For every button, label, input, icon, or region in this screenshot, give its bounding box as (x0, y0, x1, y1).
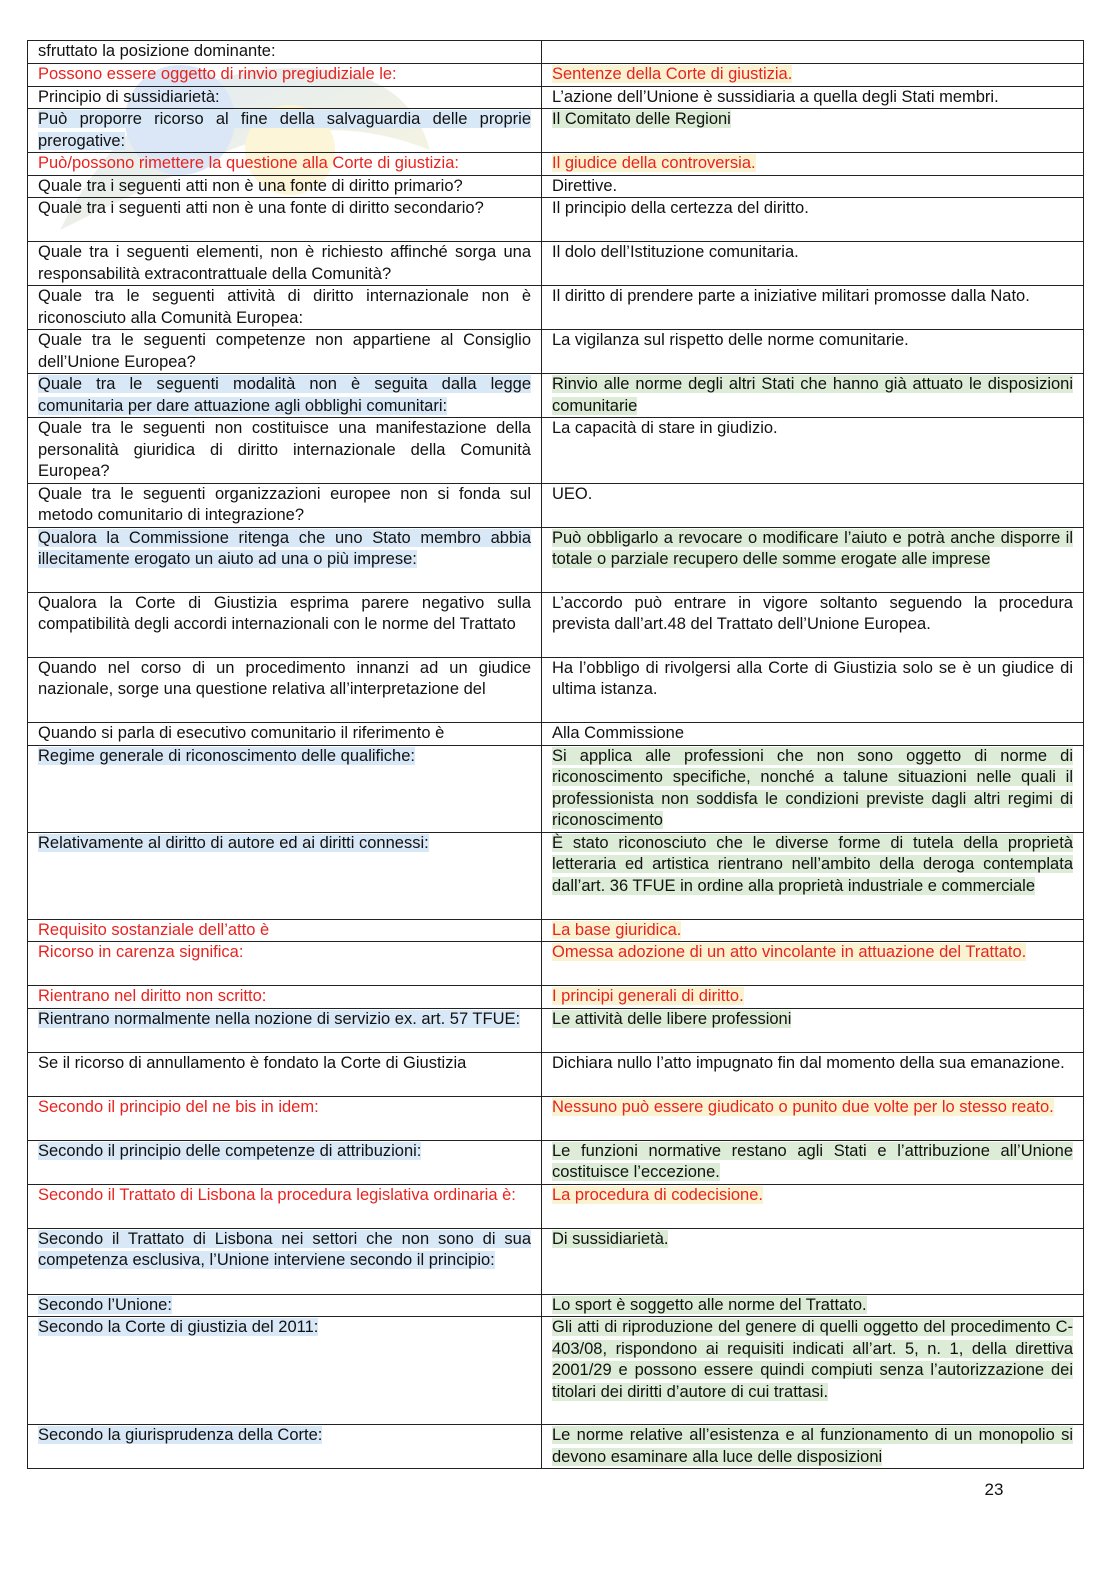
question-cell (28, 1096, 542, 1140)
table-row (28, 483, 1084, 527)
question-cell (28, 109, 542, 153)
table-row (28, 1052, 1084, 1096)
answer-cell (542, 330, 1084, 374)
table-row (28, 919, 1084, 942)
table-row (28, 832, 1084, 919)
answer-text: Il diritto di prendere parte a iniziative militari promosse dalla Nato. (552, 287, 1030, 305)
question-text: Quando si parla di esecutivo comunitario il riferimento è (38, 723, 445, 742)
question-cell (28, 919, 542, 942)
qa-table-body (28, 41, 1084, 1469)
answer-cell (542, 1294, 1084, 1317)
table-row (28, 86, 1084, 109)
question-text: Possono essere oggetto di rinvio pregiudiziale le: (38, 65, 397, 83)
question-cell (28, 418, 542, 484)
answer-cell (542, 986, 1084, 1009)
question-text: Secondo il Trattato di Lisbona nei settori che non sono di sua competenza esclusiva, l’Unione interviene secondo il principio: (38, 1229, 531, 1269)
answer-text: Dichiara nullo l’atto impugnato fin dal momento della sua emanazione. (552, 1053, 1065, 1072)
table-row (28, 242, 1084, 286)
table-row (28, 109, 1084, 153)
answer-text: Nessuno può essere giudicato o punito due volte per lo stesso reato. (552, 1097, 1054, 1116)
answer-text: Le norme relative all’esistenza e al funzionamento di un monopolio si devono esaminare alla luce delle disposizioni (552, 1426, 1073, 1466)
table-row (28, 1008, 1084, 1052)
question-cell (28, 1228, 542, 1294)
answer-text: La capacità di stare in giudizio. (552, 419, 778, 437)
question-cell (28, 1317, 542, 1425)
table-row (28, 1140, 1084, 1184)
question-cell (28, 745, 542, 832)
answer-cell (542, 745, 1084, 832)
answer-cell (542, 418, 1084, 484)
answer-cell (542, 1228, 1084, 1294)
question-text: Requisito sostanziale dell’atto è (38, 920, 270, 939)
answer-cell (542, 198, 1084, 242)
question-text: Quale tra i seguenti elementi, non è richiesto affinché sorga una responsabilità extracontrattuale della Comunità? (38, 243, 531, 283)
answer-cell (542, 286, 1084, 330)
question-cell (28, 942, 542, 986)
table-row (28, 1317, 1084, 1425)
question-text: Secondo la Corte di giustizia del 2011: (38, 1318, 319, 1336)
table-row (28, 64, 1084, 87)
answer-text: La base giuridica. (552, 920, 682, 939)
question-text: Può/possono rimettere la questione alla Corte di giustizia: (38, 154, 459, 172)
answer-text: Omessa adozione di un atto vincolante in attuazione del Trattato. (552, 943, 1027, 961)
question-cell (28, 286, 542, 330)
question-text: Quale tra le seguenti organizzazioni europee non si fonda sul metodo comunitario di integrazione? (38, 484, 531, 524)
question-text: Relativamente al diritto di autore ed ai diritti connessi: (38, 833, 429, 852)
table-row (28, 198, 1084, 242)
answer-text: È stato riconosciuto che le diverse forme di tutela della proprietà letteraria ed artistica rientrano nell’ambito della deroga contemplata dall’art. 36 TFUE in ordine alla proprietà industriale e commerciale (552, 833, 1073, 895)
question-text: Qualora la Commissione ritenga che uno Stato membro abbia illecitamente erogato un aiuto ad una o più imprese: (38, 528, 531, 568)
table-row (28, 942, 1084, 986)
table-row (28, 1228, 1084, 1294)
answer-cell (542, 1317, 1084, 1425)
question-cell (28, 330, 542, 374)
answer-cell (542, 1140, 1084, 1184)
question-text: Quale tra le seguenti attività di diritto internazionale non è riconosciuto alla Comunità Europea: (38, 287, 531, 327)
answer-text: Lo sport è soggetto alle norme del Trattato. (552, 1295, 867, 1314)
question-cell (28, 1294, 542, 1317)
answer-cell (542, 41, 1084, 64)
answer-text: Le funzioni normative restano agli Stati e l’attribuzione all’Unione costituisce l’eccezione. (552, 1141, 1073, 1181)
answer-cell (542, 242, 1084, 286)
table-row (28, 745, 1084, 832)
answer-cell (542, 374, 1084, 418)
question-text: Secondo l’Unione: (38, 1295, 172, 1314)
table-row (28, 657, 1084, 722)
question-cell (28, 1140, 542, 1184)
question-text: Quale tra le seguenti competenze non appartiene al Consiglio dell’Unione Europea? (38, 331, 531, 371)
answer-text: Rinvio alle norme degli altri Stati che hanno già attuato le disposizioni comunitarie (552, 375, 1073, 415)
table-row (28, 175, 1084, 198)
answer-cell (542, 1184, 1084, 1228)
answer-text: L’azione dell’Unione è sussidiaria a quella degli Stati membri. (552, 87, 999, 106)
answer-cell (542, 1008, 1084, 1052)
table-row (28, 1294, 1084, 1317)
table-row (28, 330, 1084, 374)
question-text: Secondo il Trattato di Lisbona la procedura legislativa ordinaria è: (38, 1185, 516, 1204)
question-text: Quale tra le seguenti modalità non è seguita dalla legge comunitaria per dare attuazione agli obblighi comunitari: (38, 375, 531, 415)
answer-cell (542, 1096, 1084, 1140)
question-cell (28, 1052, 542, 1096)
table-row (28, 1184, 1084, 1228)
question-cell (28, 527, 542, 592)
question-text: Se il ricorso di annullamento è fondato la Corte di Giustizia (38, 1053, 467, 1072)
answer-cell (542, 109, 1084, 153)
answer-cell (542, 1052, 1084, 1096)
question-cell (28, 832, 542, 919)
question-cell (28, 483, 542, 527)
question-text: Rientrano nel diritto non scritto: (38, 987, 267, 1005)
answer-text: Gli atti di riproduzione del genere di quelli oggetto del procedimento C-403/08, rispondono ai requisiti indicati all’art. 5, n. 1, della direttiva 2001/29 e possono essere quindi compiuti senza l’autorizzazione dei titolari dei diritti d’autore di cui trattasi. (552, 1318, 1073, 1401)
question-cell (28, 41, 542, 64)
table-row (28, 418, 1084, 484)
answer-text: Il Comitato delle Regioni (552, 110, 731, 128)
answer-cell (542, 919, 1084, 942)
question-cell (28, 374, 542, 418)
table-row (28, 374, 1084, 418)
answer-cell (542, 153, 1084, 176)
answer-text: Di sussidiarietà. (552, 1229, 669, 1248)
answer-text: UEO. (552, 484, 593, 503)
table-row (28, 592, 1084, 657)
table-row (28, 1425, 1084, 1469)
question-cell (28, 1184, 542, 1228)
answer-text: Si applica alle professioni che non sono oggetto di norme di riconoscimento specifiche, nonché a talune situazioni nelle quali il professionista non soddisfa le condizioni previste dagli altri regimi di riconoscimento (552, 746, 1073, 829)
answer-cell (542, 1425, 1084, 1469)
question-cell (28, 986, 542, 1009)
question-cell (28, 1425, 542, 1469)
table-row (28, 41, 1084, 64)
question-text: sfruttato la posizione dominante: (38, 42, 276, 60)
answer-text: I principi generali di diritto. (552, 987, 744, 1005)
answer-text: Alla Commissione (552, 723, 685, 742)
answer-cell (542, 942, 1084, 986)
question-text: Qualora la Corte di Giustizia esprima parere negativo sulla compatibilità degli accordi internazionali con le norme del Trattato (38, 593, 531, 633)
table-row (28, 153, 1084, 176)
answer-cell (542, 64, 1084, 87)
page-number: 23 (984, 1480, 1004, 1499)
qa-table (27, 40, 1084, 1469)
question-cell (28, 198, 542, 242)
question-text: Regime generale di riconoscimento delle qualifiche: (38, 746, 415, 765)
answer-text: Le attività delle libere professioni (552, 1009, 792, 1028)
question-text: Secondo la giurisprudenza della Corte: (38, 1426, 323, 1444)
answer-text: L’accordo può entrare in vigore soltanto seguendo la procedura prevista dall’art.48 del Trattato dell’Unione Europea. (552, 593, 1073, 633)
question-text: Ricorso in carenza significa: (38, 943, 244, 961)
question-text: Secondo il principio delle competenze di attribuzioni: (38, 1141, 422, 1160)
question-text: Quale tra le seguenti non costituisce una manifestazione della personalità giuridica di diritto internazionale della Comunità Europea? (38, 419, 531, 480)
question-text: Quale tra i seguenti atti non è una fonte di diritto primario? (38, 176, 463, 195)
table-row (28, 986, 1084, 1009)
question-text: Secondo il principio del ne bis in idem: (38, 1097, 319, 1116)
answer-cell (542, 832, 1084, 919)
table-row (28, 722, 1084, 745)
answer-text: Sentenze della Corte di giustizia. (552, 65, 793, 83)
answer-text: Il principio della certezza del diritto. (552, 199, 809, 217)
answer-text: La procedura di codecisione. (552, 1185, 763, 1204)
table-row (28, 527, 1084, 592)
question-text: Può proporre ricorso al fine della salvaguardia delle proprie prerogative: (38, 110, 531, 150)
answer-text: Il dolo dell’Istituzione comunitaria. (552, 243, 799, 261)
answer-cell (542, 175, 1084, 198)
answer-text: Direttive. (552, 176, 618, 195)
answer-cell (542, 592, 1084, 657)
question-cell (28, 722, 542, 745)
question-cell (28, 153, 542, 176)
answer-text: Ha l’obbligo di rivolgersi alla Corte di Giustizia solo se è un giudice di ultima istanza. (552, 658, 1073, 698)
answer-cell (542, 483, 1084, 527)
question-text: Quale tra i seguenti atti non è una fonte di diritto secondario? (38, 199, 484, 217)
answer-text: Il giudice della controversia. (552, 154, 756, 172)
answer-cell (542, 657, 1084, 722)
question-cell (28, 1008, 542, 1052)
answer-cell (542, 722, 1084, 745)
question-cell (28, 64, 542, 87)
question-cell (28, 657, 542, 722)
table-row (28, 1096, 1084, 1140)
question-text: Quando nel corso di un procedimento innanzi ad un giudice nazionale, sorge una questione relativa all’interpretazione del (38, 658, 531, 698)
question-text: Rientrano normalmente nella nozione di servizio ex. art. 57 TFUE: (38, 1009, 521, 1028)
answer-cell (542, 86, 1084, 109)
answer-cell (542, 527, 1084, 592)
question-cell (28, 86, 542, 109)
question-cell (28, 175, 542, 198)
answer-text: La vigilanza sul rispetto delle norme comunitarie. (552, 331, 909, 349)
question-cell (28, 592, 542, 657)
answer-text: Può obbligarlo a revocare o modificare l’aiuto e potrà anche disporre il totale o parziale recupero delle somme erogate alle imprese (552, 528, 1073, 568)
question-text: Principio di sussidiarietà: (38, 87, 220, 106)
table-row (28, 286, 1084, 330)
question-cell (28, 242, 542, 286)
